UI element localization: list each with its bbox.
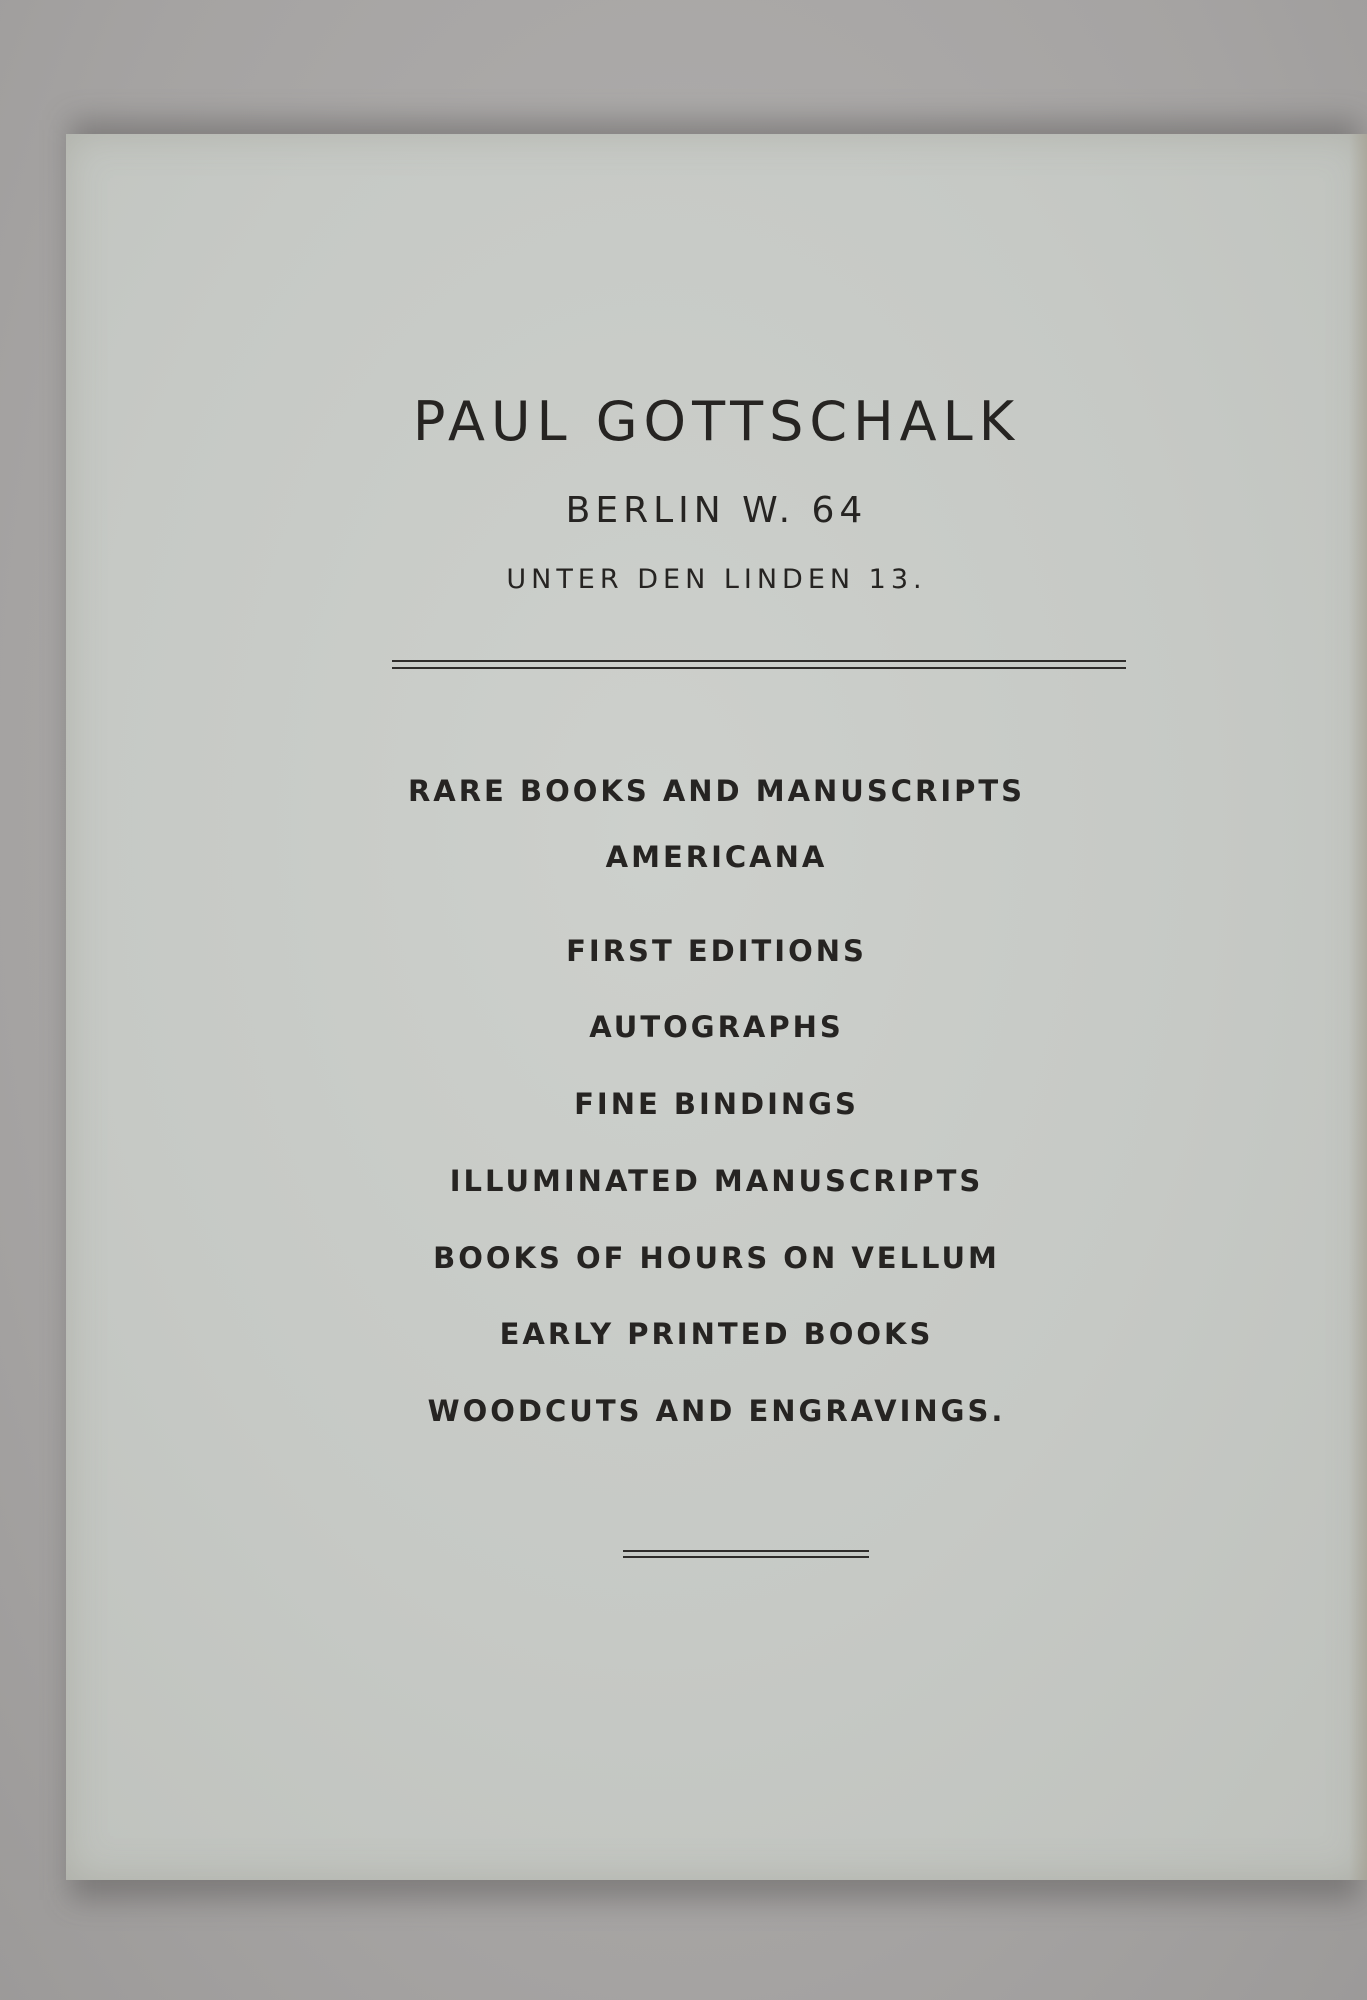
- specialty-rare-books: RARE BOOKS AND MANUSCRIPTS: [407, 774, 1026, 808]
- specialty-americana: AMERICANA: [605, 840, 828, 874]
- specialty-illuminated-manuscripts: ILLUMINATED MANUSCRIPTS: [449, 1164, 984, 1198]
- bottom-divider-line-second: [623, 1556, 869, 1558]
- specialty-autographs: AUTOGRAPHS: [589, 1010, 844, 1044]
- top-divider-line-second: [392, 667, 1126, 669]
- catalogue-page: [66, 134, 1367, 1880]
- city-address: BERLIN W. 64: [565, 490, 868, 531]
- specialty-woodcuts: WOODCUTS AND ENGRAVINGS.: [427, 1394, 1006, 1428]
- specialty-books-of-hours: BOOKS OF HOURS ON VELLUM: [433, 1241, 1000, 1275]
- top-divider-line: [392, 660, 1126, 662]
- firm-name: PAUL GOTTSCHALK: [412, 390, 1021, 453]
- street-address: UNTER DEN LINDEN 13.: [506, 564, 927, 595]
- specialty-fine-bindings: FINE BINDINGS: [574, 1087, 859, 1121]
- specialty-early-printed-books: EARLY PRINTED BOOKS: [499, 1317, 934, 1351]
- specialty-first-editions: FIRST EDITIONS: [566, 934, 867, 968]
- bottom-divider-line: [623, 1550, 869, 1552]
